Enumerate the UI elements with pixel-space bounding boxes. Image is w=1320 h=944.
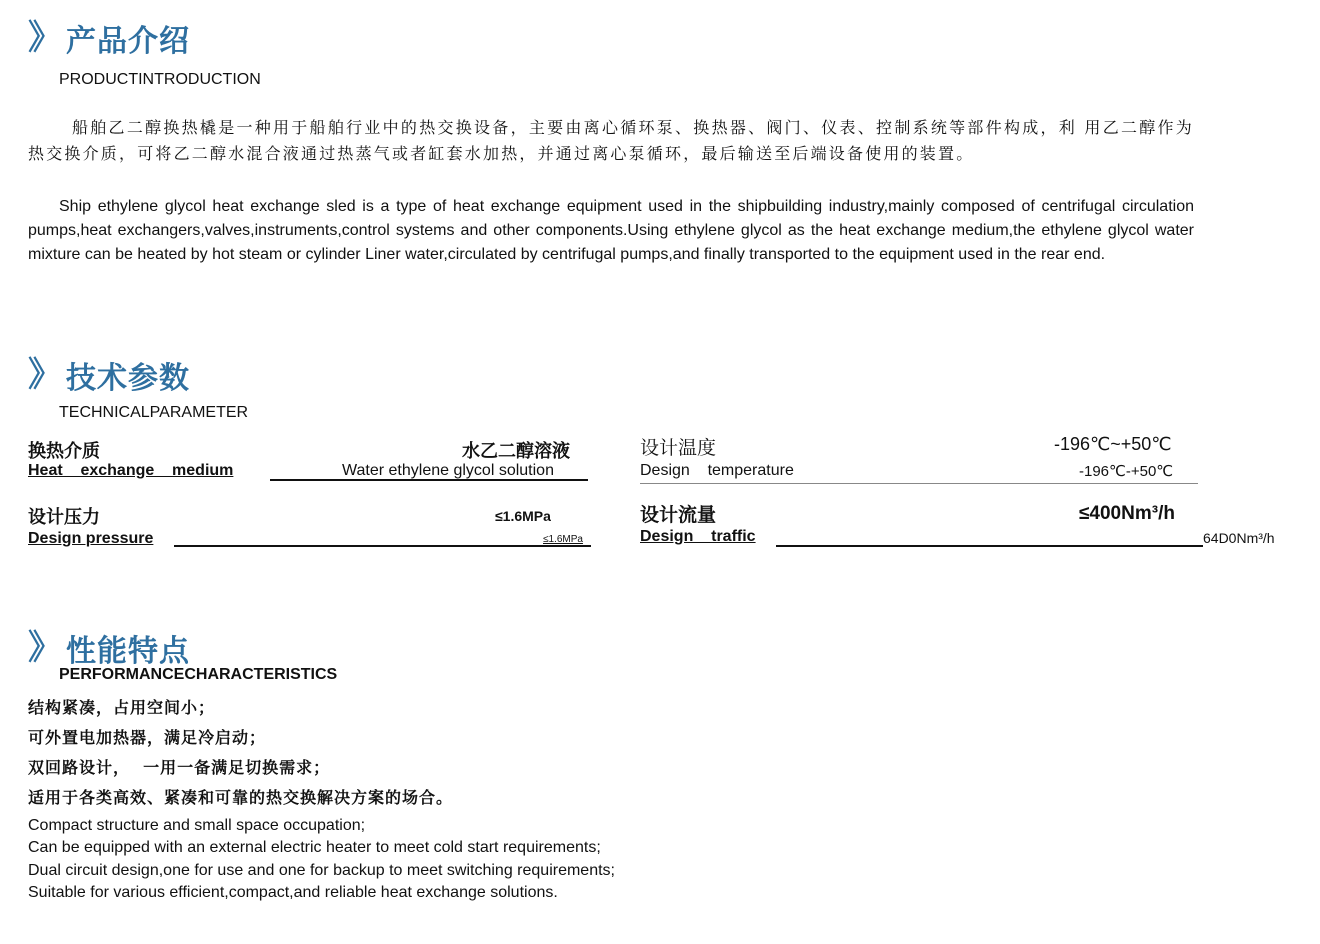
param-pressure-rule xyxy=(174,545,591,547)
feature-item-en: Dual circuit design,one for use and one for backup to meet switching requirements; xyxy=(28,862,615,879)
intro-paragraph-cn: 船舶乙二醇换热橇是一种用于船舶行业中的热交换设备，主要由离心循环泵、换热器、阀门、仪表、控制系统等部件构成，利 用乙二醇作为热交换介质，可将乙二醇水混合液通过热蒸气或者缸套水加热，并通过离心泵循环，最后输送至后端设备使用的装置。 xyxy=(28,118,1194,163)
feature-item-cn: 可外置电加热器，满足冷启动； xyxy=(28,728,267,747)
param-medium-value-en: Water ethylene glycol solution xyxy=(342,462,554,479)
param-temp-label-cn: 设计温度 xyxy=(640,437,717,459)
param-temp-value-en: -196℃-+50℃ xyxy=(1079,463,1174,480)
param-temp-rule xyxy=(640,483,1198,484)
param-medium-value-cn: 水乙二醇溶液 xyxy=(462,441,570,462)
section-header-tech xyxy=(28,355,190,395)
param-traffic-rule xyxy=(776,545,1203,547)
double-chevron-icon: 》 xyxy=(28,628,62,668)
section-header-intro xyxy=(28,18,190,58)
param-temp-value-cn: -196℃~+50℃ xyxy=(1054,434,1172,454)
param-traffic-value-cn: ≤400Nm³/h xyxy=(1079,503,1175,524)
feature-item-en: Suitable for various efficient,compact,and reliable heat exchange solutions. xyxy=(28,884,558,901)
param-pressure-value-cn: ≤1.6MPa xyxy=(495,508,551,524)
param-medium-rule xyxy=(270,479,588,481)
double-chevron-icon: 》 xyxy=(28,18,62,58)
param-traffic-value-en: 64D0Nm³/h xyxy=(1203,530,1275,546)
section-subtitle-perf: PERFORMANCECHARACTERISTICS xyxy=(59,666,338,683)
feature-item-cn: 结构紧凑，占用空间小； xyxy=(28,698,216,717)
feature-item-en: Can be equipped with an external electric heater to meet cold start requirements; xyxy=(28,839,601,856)
param-traffic-label-en: Design traffic xyxy=(640,528,756,545)
param-pressure-value-en: ≤1.6MPa xyxy=(543,534,583,545)
section-title-intro: 产品介绍 xyxy=(66,24,190,59)
param-temp-label-en: Design temperature xyxy=(640,462,794,479)
section-title-tech: 技术参数 xyxy=(66,361,190,396)
double-chevron-icon: 》 xyxy=(28,355,62,395)
param-medium-label-cn: 换热介质 xyxy=(28,441,100,462)
section-subtitle-tech: TECHNICALPARAMETER xyxy=(59,404,249,421)
section-subtitle-intro: PRODUCTINTRODUCTION xyxy=(59,71,261,88)
param-medium-label-en: Heat exchange medium xyxy=(28,462,234,479)
param-pressure-label-en: Design pressure xyxy=(28,530,154,547)
section-header-perf xyxy=(28,628,190,668)
param-pressure-label-cn: 设计压力 xyxy=(28,507,100,528)
section-title-perf: 性能特点 xyxy=(66,634,190,669)
feature-item-cn: 双回路设计， 一用一备满足切换需求； xyxy=(28,758,331,777)
intro-paragraph-en: Ship ethylene glycol heat exchange sled is a type of heat exchange equipment used in the shipbuilding industry,mainly composed of centrifugal circulation pumps,heat exchangers,valves,instruments,control systems and other components.Using ethylene glycol as the heat exchange medium,the ethylene glycol water mixture can be heated by hot steam or cylinder Liner water,circulated by centrifugal pumps,and finally transported to the equipment used in the rear end. xyxy=(28,198,1194,263)
param-traffic-label-cn: 设计流量 xyxy=(640,504,717,526)
feature-item-en: Compact structure and small space occupation; xyxy=(28,817,366,834)
feature-item-cn: 适用于各类高效、紧凑和可靠的热交换解决方案的场合。 xyxy=(28,788,454,807)
